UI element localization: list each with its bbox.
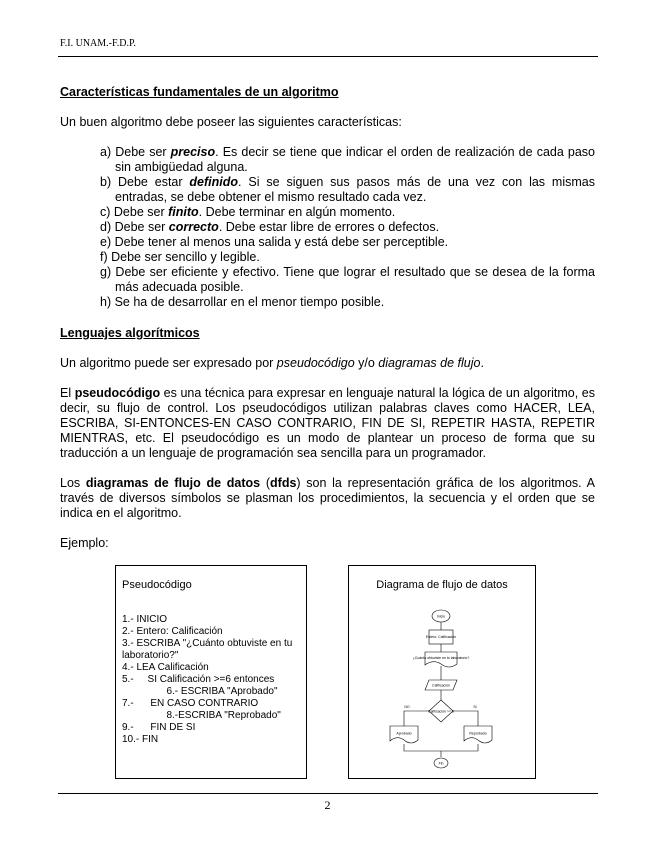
pseudocode-line: 10.- FIN xyxy=(122,734,159,745)
read-label: Calificación xyxy=(432,683,450,688)
pseudocode-line: 4.- LEA Calificación xyxy=(122,662,209,673)
pseudocode-lines xyxy=(122,614,302,746)
list-item: g) Debe ser eficiente y efectivo. Tiene que lograr el resultado que se desea de la forma más adecuada posible. xyxy=(100,265,595,294)
paragraph-expression: Un algoritmo puede ser expresado por pseudocódigo y/o diagramas de flujo. xyxy=(60,356,484,370)
declare-label: Entero: Calificación xyxy=(425,635,457,639)
prompt-label: ¿Cuánto obtuviste en tu laboratorio? xyxy=(412,656,470,660)
pseudocode-line: 9.- FIN DE SI xyxy=(122,722,196,733)
document-body xyxy=(60,85,595,551)
header-rule xyxy=(58,56,598,57)
start-label: Inicio xyxy=(436,614,446,619)
list-item: c) Debe ser finito. Debe terminar en algún momento. xyxy=(100,205,396,219)
example-label: Ejemplo: xyxy=(60,536,109,550)
no-label: NO xyxy=(404,705,410,709)
list-item: d) Debe ser correcto. Debe estar libre de errores o defectos. xyxy=(100,220,440,234)
pseudocode-line: 3.- ESCRIBA "¿Cuánto obtuviste en tu laboratorio?" xyxy=(122,638,293,661)
flowchart-diagram xyxy=(349,566,535,778)
paragraph-dfd: Los diagramas de flujo de datos (dfds) son la representación gráfica de los algoritmos. A través de diversos símbolos se plasman los procedimientos, la secuencia y el orden que se indica en el algoritmo. xyxy=(60,476,595,520)
end-label: Fin xyxy=(438,761,444,766)
running-header: F.I. UNAM.-F.D.P. xyxy=(60,38,136,49)
pseudocode-line: 5.- SI Calificación >=6 entonces xyxy=(122,674,275,685)
characteristics-list xyxy=(60,145,595,310)
pseudocode-line: 2.- Entero: Calificación xyxy=(122,626,223,637)
flowchart-title: Diagrama de flujo de datos xyxy=(376,579,508,591)
right-output-label: Reprobado xyxy=(469,731,487,736)
footer-rule xyxy=(58,793,598,794)
yes-label: SI xyxy=(473,705,477,709)
flowchart-box xyxy=(348,565,536,779)
section-heading-languages: Lenguajes algorítmicos xyxy=(60,326,200,340)
left-output-label: Aprobado xyxy=(396,731,412,736)
list-item: a) Debe ser preciso. Es decir se tiene que indicar el orden de realización de cada paso sin ambigüedad alguna. xyxy=(100,145,595,174)
list-item: b) Debe estar definido. Si se siguen sus pasos más de una vez con las mismas entradas, se debe obtener el mismo resultado cada vez. xyxy=(100,175,595,204)
page-number: 2 xyxy=(324,798,331,812)
pseudocode-line: 1.- INICIO xyxy=(122,614,168,625)
section-heading-characteristics: Características fundamentales de un algoritmo xyxy=(60,85,339,99)
list-item: h) Se ha de desarrollar en el menor tiempo posible. xyxy=(100,295,385,309)
pseudocode-line: 6.- ESCRIBA "Aprobado" xyxy=(122,686,278,697)
pseudocode-line: 8.-ESCRIBA "Reprobado" xyxy=(122,710,281,721)
paragraph-pseudocode: El pseudocódigo es una técnica para expresar en lenguaje natural la lógica de un algoritmo, es decir, su flujo de control. Los pseudocódigos utilizan palabras claves como HACER, LEA, ESCRIBA, SI-ENTONCES-EN CASO CONTRARIO, FIN DE SI, REPETIR HASTA, REPETIR MIENTRAS, etc. El pseudocódigo es un modo de plantear un proceso de forma que su traducción a un lenguaje de programación sea sencilla para un programador. xyxy=(60,386,595,460)
characteristics-intro: Un buen algoritmo debe poseer las siguientes características: xyxy=(60,115,402,129)
list-item: e) Debe tener al menos una salida y está debe ser perceptible. xyxy=(100,235,449,249)
decision-label: Calificación >= 6 xyxy=(428,709,454,714)
pseudocode-line: 7.- EN CASO CONTRARIO xyxy=(122,698,259,709)
list-item: f) Debe ser sencillo y legible. xyxy=(100,250,260,264)
pseudocode-box xyxy=(115,565,307,779)
pseudocode-title: Pseudocódigo xyxy=(122,579,192,591)
